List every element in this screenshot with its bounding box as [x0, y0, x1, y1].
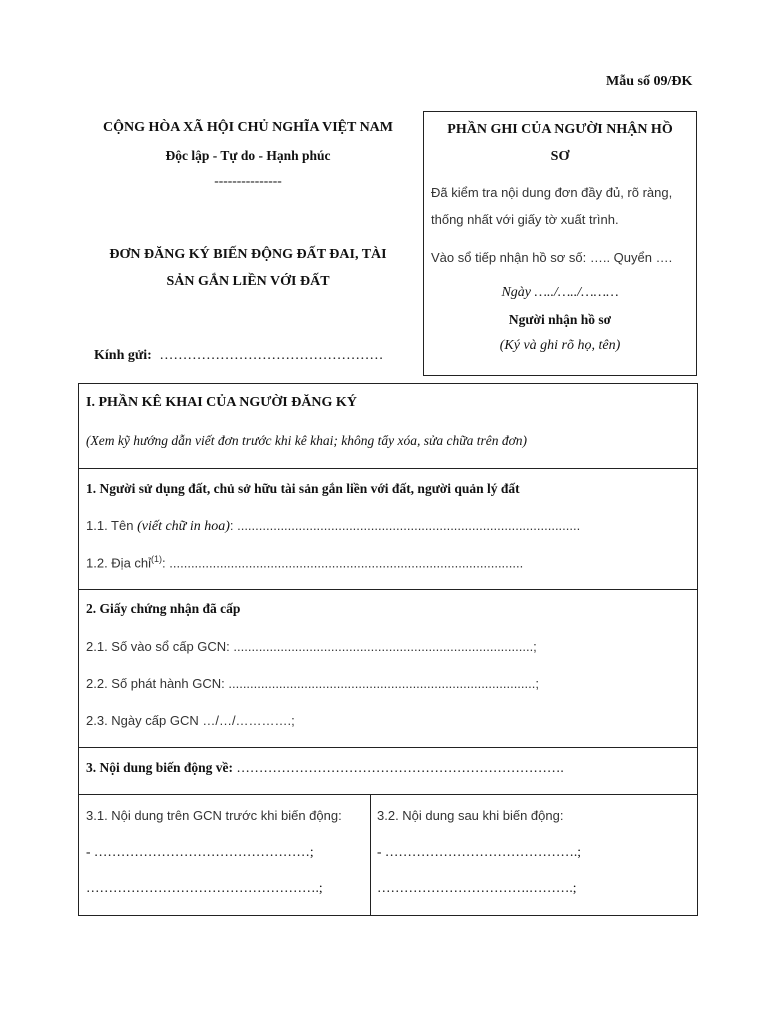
certificate-issue-number[interactable]: 2.2. Số phát hành GCN: .....................................................................................; [86, 676, 539, 691]
receiver-box [423, 111, 697, 376]
address-label: 1.2. Địa chỉ [86, 555, 152, 571]
receiver-heading-line-2: SƠ [550, 149, 570, 164]
form-code: Mẫu số 09/ĐK [606, 74, 693, 89]
form-title-line-2: SẢN GẮN LIỀN VỚI ĐẤT [166, 274, 330, 289]
check-text-line-1: Đã kiểm tra nội dung đơn đầy đủ, rõ ràng, [431, 185, 673, 200]
receiver-title: Người nhận hồ sơ [508, 312, 612, 327]
divider-3 [79, 747, 697, 748]
name-hint: (viết chữ in hoa) [137, 519, 230, 534]
before-change-line-2[interactable]: …………………………………………….; [86, 880, 323, 895]
section-i-title: I. PHẦN KÊ KHAI CỦA NGƯỜI ĐĂNG KÝ [86, 395, 357, 410]
after-change-line-2[interactable]: …………………………….……….; [377, 880, 577, 895]
name-field[interactable] [86, 518, 580, 535]
column-divider [370, 794, 371, 916]
header-divider: --------------- [214, 173, 282, 188]
name-label: 1.1. Tên [86, 518, 134, 533]
after-change-title: 3.2. Nội dung sau khi biến động: [377, 808, 564, 823]
address-field[interactable] [86, 554, 523, 570]
section-i-note: (Xem kỹ hướng dẫn viết đơn trước khi kê khai; không tẩy xóa, sửa chữa trên đơn) [86, 433, 528, 448]
section-2-title: 2. Giấy chứng nhận đã cấp [86, 601, 241, 616]
name-dots: : ............................................................................................... [229, 518, 581, 533]
section-3-title: 3. Nội dung biến động về: [86, 760, 234, 775]
country-name: CỘNG HÒA XÃ HỘI CHỦ NGHĨA VIỆT NAM [102, 120, 393, 135]
certificate-register-number[interactable]: 2.1. Số vào sổ cấp GCN: ...................................................................................; [86, 639, 537, 654]
section-3-dots: ………………………………………………………………. [233, 760, 564, 775]
section-1-title: 1. Người sử dụng đất, chủ sở hữu tài sản gắn liền với đất, người quản lý đất [86, 481, 520, 496]
national-motto: Độc lập - Tự do - Hạnh phúc [165, 148, 331, 163]
before-change-title: 3.1. Nội dung trên GCN trước khi biến động: [86, 808, 342, 823]
recipient-dots: ………………………………………… [159, 348, 384, 363]
address-footnote: (1) [151, 554, 163, 564]
declaration-table [78, 383, 698, 916]
divider-1 [79, 468, 697, 469]
receipt-date: Ngày …../…../……… [501, 285, 619, 300]
after-change-line-1[interactable]: - …………………………………….; [377, 844, 581, 859]
register-line: Vào sổ tiếp nhận hồ sơ số: ….. Quyển …. [431, 250, 673, 265]
address-dots: : .................................................................................................. [162, 555, 524, 571]
divider-4 [79, 794, 697, 795]
form-title-line-1: ĐƠN ĐĂNG KÝ BIẾN ĐỘNG ĐẤT ĐAI, TÀI [109, 247, 387, 262]
divider-2 [79, 589, 697, 590]
section-3-title-row[interactable] [86, 760, 564, 776]
before-change-line-1[interactable]: - …………………………………………; [86, 844, 314, 859]
receiver-signature-note: (Ký và ghi rõ họ, tên) [499, 338, 621, 353]
recipient-field [94, 348, 383, 364]
receiver-heading-line-1: PHẦN GHI CỦA NGƯỜI NHẬN HỒ [447, 122, 673, 137]
recipient-label: Kính gửi: [94, 348, 152, 363]
check-text-line-2: thống nhất với giấy tờ xuất trình. [431, 212, 619, 227]
certificate-issue-date[interactable]: 2.3. Ngày cấp GCN …/…/………….; [86, 713, 295, 728]
